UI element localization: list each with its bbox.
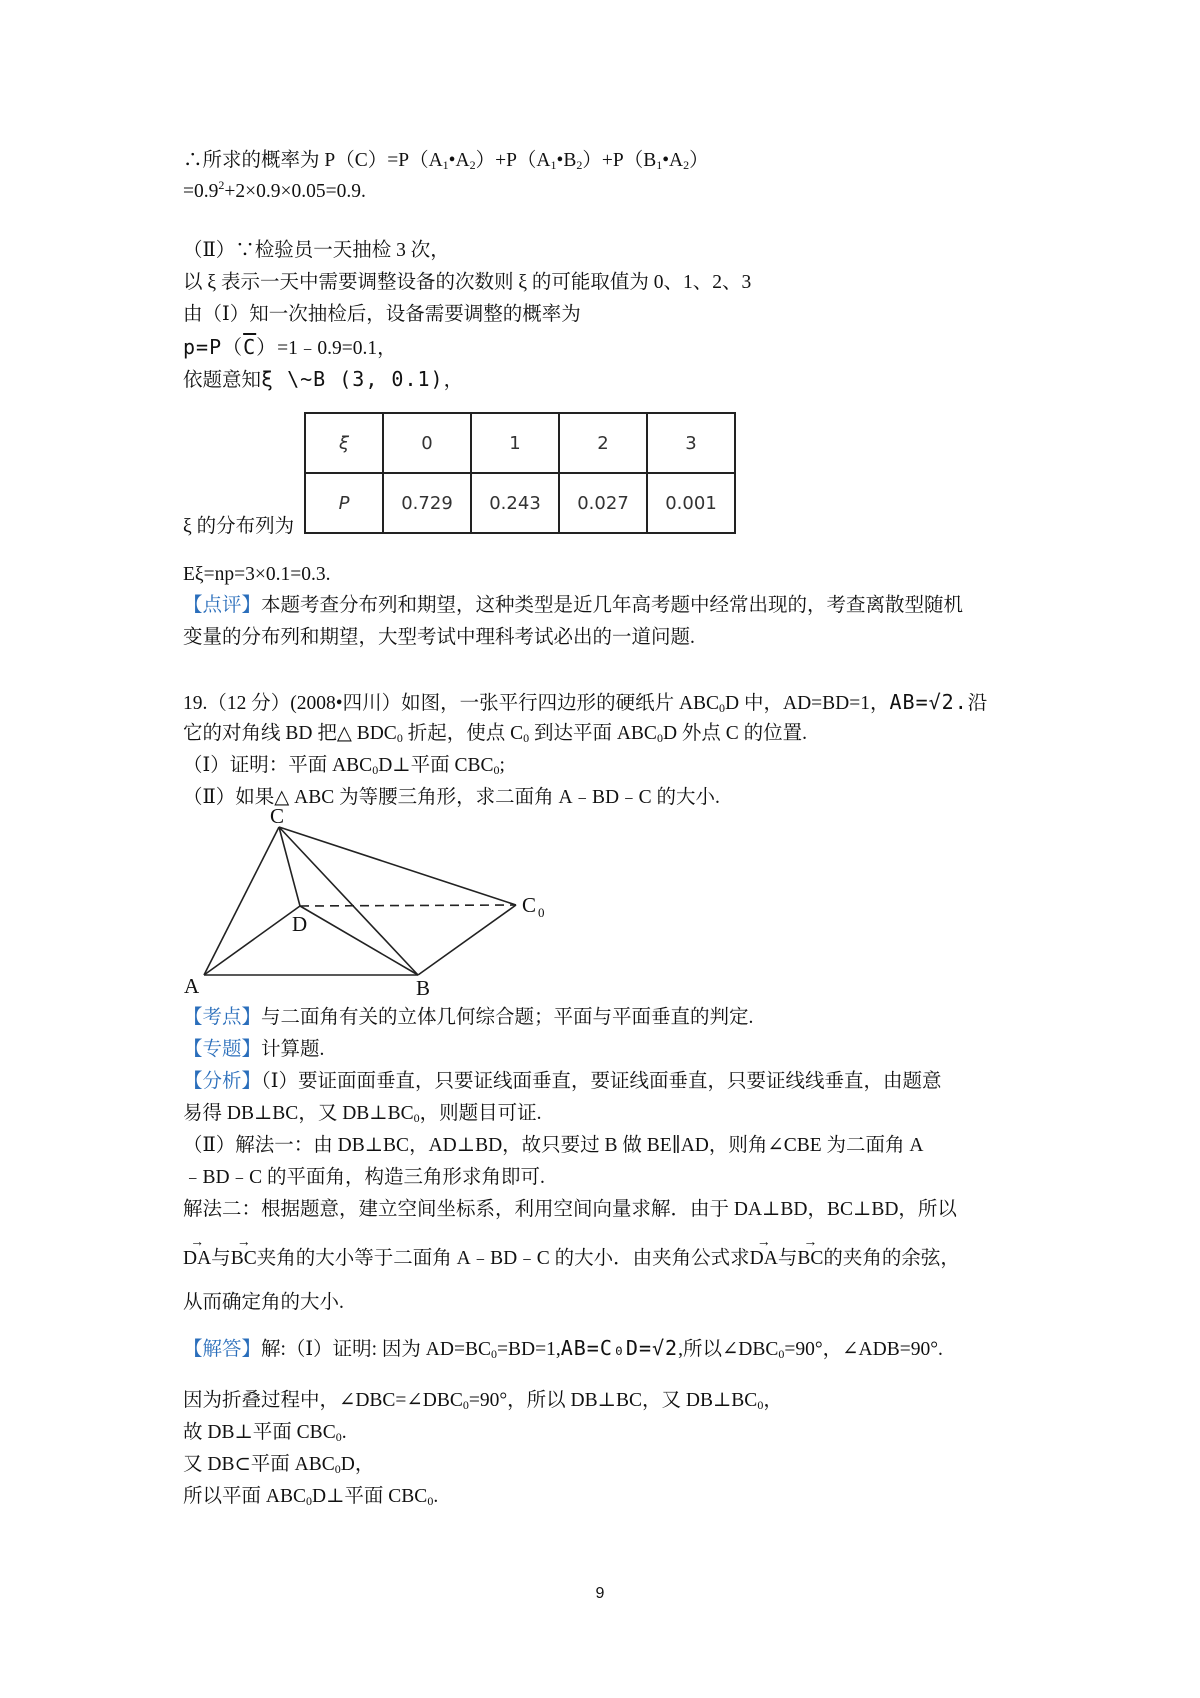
vector-bc: → BC bbox=[797, 1240, 823, 1272]
table-cell: 0.729 bbox=[383, 473, 471, 533]
p-formula-image: $p=P(\overline{C})$ bbox=[183, 335, 278, 359]
prob-line-2: $=0.9^2+2\times 0.9\times 0.05=0.9$. bbox=[183, 178, 366, 202]
table-cell: 0.243 bbox=[471, 473, 559, 533]
binomial-formula-image: ξ \~B (3, 0.1) bbox=[261, 367, 444, 391]
table-row-probabilities bbox=[305, 473, 735, 533]
part2-line-4: $p=P(\overline{C})=1﹣0.9=0.1$， bbox=[183, 335, 397, 359]
edge-ad bbox=[204, 906, 300, 975]
fenxi-line-7: 从而确定角的大小. bbox=[183, 1292, 344, 1313]
jieda-line-2: 因为折叠过程中，$\angle DBC=\angle DBC_0=90^\circ$，所以 DB⊥BC，又 $DB\perp BC_0$， bbox=[183, 1390, 783, 1412]
part2-line-1: （Ⅱ）∵检验员一天抽检 3 次， bbox=[183, 240, 450, 261]
jieda-tag: 【解答】 bbox=[183, 1339, 262, 1360]
expectation-line: Eξ=np=3×0.1=0.3. bbox=[183, 564, 331, 585]
vertex-label-d: D bbox=[292, 912, 308, 936]
q19-line-4: （Ⅱ）如果△ ABC 为等腰三角形，求二面角 A﹣BD﹣C 的大小. bbox=[183, 787, 720, 808]
fenxi-line-2: 易得 DB⊥BC，又 $DB\perp BC_0$，则题目可证. bbox=[183, 1103, 542, 1125]
vertex-label-a: A bbox=[184, 974, 200, 995]
jieda-line-1: 【解答】解:（Ⅰ）证明: 因为 $AD=BC_0=BD=1,AB=C_0D=√2$,所以$\angle DBC_0=90^\circ$，∠ADB=90°. bbox=[183, 1336, 943, 1361]
kaodian-tag: 【考点】 bbox=[183, 1007, 262, 1028]
fenxi-line-3: （Ⅱ）解法一：由 DB⊥BC，AD⊥BD，故只要过 B 做 BE∥AD，则角∠CBE 为二面角 A bbox=[183, 1135, 924, 1156]
table-cell: 2 bbox=[559, 413, 647, 473]
distribution-label: ξ 的分布列为 bbox=[183, 516, 295, 537]
table-cell: 0 bbox=[383, 413, 471, 473]
fenxi-line-5: 解法二：根据题意，建立空间坐标系，利用空间向量求解．由于 DA⊥BD，BC⊥BD，所以 bbox=[183, 1199, 957, 1220]
vertex-label-c: C bbox=[270, 805, 285, 828]
edge-bc0 bbox=[418, 905, 516, 975]
review-line-1: 【点评】本题考查分布列和期望，这种类型是近几年高考题中经常出现的，考查离散型随机 bbox=[183, 595, 964, 616]
review-tag: 【点评】 bbox=[183, 595, 262, 616]
fenxi-line-1: 【分析】（Ⅰ）要证面面垂直，只要证线面垂直，要证线面垂直，只要证线线垂直，由题意 bbox=[183, 1071, 942, 1092]
table-cell: 0.027 bbox=[559, 473, 647, 533]
tetrahedron-figure bbox=[180, 805, 560, 995]
table-cell: ξ bbox=[305, 413, 383, 473]
review-line-2: 变量的分布列和期望，大型考试中理科考试必出的一道问题. bbox=[183, 627, 695, 648]
vertex-label-b: B bbox=[416, 976, 431, 995]
ab-sqrt2-image: AB=√2. bbox=[889, 690, 968, 714]
vertex-label-c0: C bbox=[522, 893, 537, 917]
table-cell: 0.001 bbox=[647, 473, 735, 533]
q19-line-2: 它的对角线 BD 把△ $BDC_0$ 折起，使点 $C_0$ 到达平面 $ABC_0D$ 外点 C 的位置. bbox=[183, 723, 808, 745]
vector-bc: → BC bbox=[231, 1240, 257, 1272]
prob-line-1: ∴所求的概率为 $P(C)=P(A_1•A_2)+P(A_1•B_2)+P(B_1•A_2)$ bbox=[183, 150, 709, 172]
fenxi-tag: 【分析】 bbox=[183, 1071, 262, 1092]
vertex-label-c0-sub: 0 bbox=[538, 905, 545, 920]
table-cell: P bbox=[305, 473, 383, 533]
fenxi-line-6: → DA与→ BC夹角的大小等于二面角 A﹣BD﹣C 的大小．由夹角公式求→ DA与→ BC的夹角的余弦， bbox=[183, 1240, 960, 1272]
part2-line-2: 以 ξ 表示一天中需要调整设备的次数则 ξ 的可能取值为 0、1、2、3 bbox=[183, 272, 752, 293]
vector-da: → DA bbox=[750, 1240, 778, 1272]
zhuanti-line: 【专题】计算题. bbox=[183, 1039, 325, 1060]
edge-ca bbox=[204, 827, 279, 975]
table-cell: 3 bbox=[647, 413, 735, 473]
page-number: 9 bbox=[595, 1585, 605, 1602]
zhuanti-tag: 【专题】 bbox=[183, 1039, 262, 1060]
part2-line-3: 由（Ⅰ）知一次抽检后，设备需要调整的概率为 bbox=[183, 304, 581, 325]
fenxi-line-4: ﹣BD﹣C 的平面角，构造三角形求角即可. bbox=[183, 1167, 545, 1188]
table-row-header bbox=[305, 413, 735, 473]
part2-line-5: 依题意知ξ \~B (3, 0.1)， bbox=[183, 367, 464, 391]
distribution-table bbox=[304, 412, 736, 534]
q19-line-1: 19.（12 分）(2008•四川）如图，一张平行四边形的硬纸片 $ABC_0D$ 中，AD=BD=1，AB=√2.沿 bbox=[183, 690, 988, 715]
q19-line-3: （Ⅰ）证明：平面 $ABC_0D\perp$平面 $CBC_0$; bbox=[183, 755, 505, 777]
kaodian-line: 【考点】与二面角有关的立体几何综合题；平面与平面垂直的判定. bbox=[183, 1007, 754, 1028]
jieda-line-5: 所以平面 $ABC_0D\perp$平面 $CBC_0$. bbox=[183, 1486, 439, 1508]
vector-da: → DA bbox=[183, 1240, 211, 1272]
table-cell: 1 bbox=[471, 413, 559, 473]
edge-db bbox=[300, 906, 418, 975]
jieda-line-4: 又 DB⊂平面 $ABC_0D$， bbox=[183, 1454, 375, 1476]
edge-dc0-dashed bbox=[300, 905, 516, 906]
ab-c0d-sqrt2-image: AB=C₀D=√2 bbox=[560, 1336, 679, 1360]
jieda-line-3: 故 DB⊥平面 $CBC_0$. bbox=[183, 1422, 347, 1444]
